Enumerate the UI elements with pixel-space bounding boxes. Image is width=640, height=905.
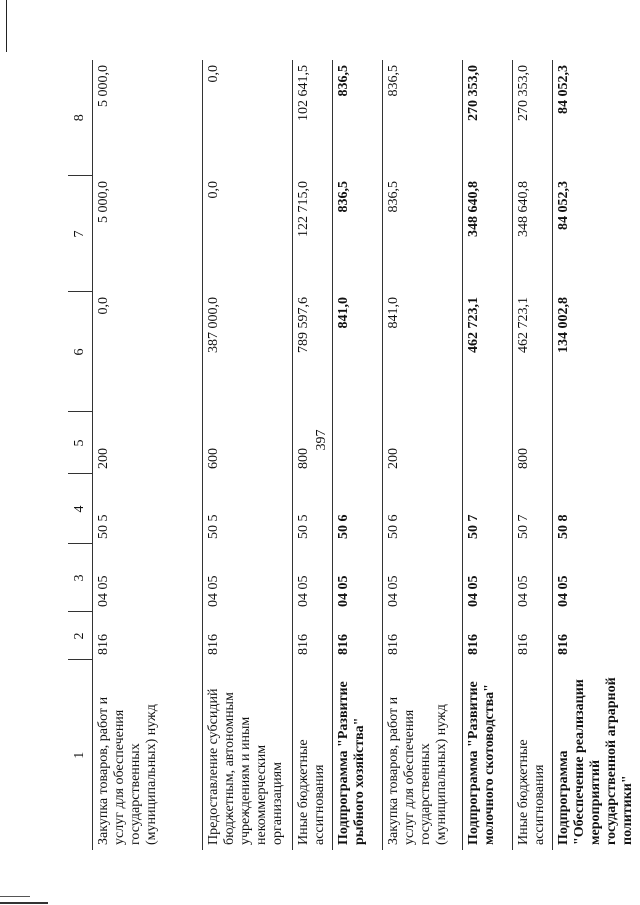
cell-amount-2: 348 640,8 <box>463 176 513 292</box>
cell-section: 04 05 <box>383 544 463 612</box>
row-name: Подпрограмма "Развитие молочного скотоводства" <box>463 660 513 850</box>
row-name: Подпрограмма "Обеспечение реализации мероприятий государственной аграрной политики" <box>553 660 640 850</box>
row-name: Иные бюджетные ассигнования <box>513 660 553 850</box>
cell-admin-code: 816 <box>553 612 640 660</box>
cell-admin-code: 816 <box>383 612 463 660</box>
cell-amount-1: 841,0 <box>383 292 463 412</box>
row-name: Закупка товаров, работ и услуг для обеспечения государственных (муниципальных) нужд <box>93 660 203 850</box>
table-row-subprogram <box>333 60 383 850</box>
cell-expense-type <box>333 412 383 474</box>
cell-amount-3: 836,5 <box>383 60 463 176</box>
cell-amount-2: 5 000,0 <box>93 176 203 292</box>
table-row <box>93 60 203 850</box>
row-name: Иные бюджетные ассигнования <box>293 660 333 850</box>
cell-amount-2: 348 640,8 <box>513 176 553 292</box>
cell-amount-3: 0,0 <box>203 60 293 176</box>
column-header: 6 <box>68 292 93 412</box>
cell-section: 04 05 <box>513 544 553 612</box>
cell-amount-1: 0,0 <box>93 292 203 412</box>
cell-section: 04 05 <box>203 544 293 612</box>
column-header: 1 <box>68 660 93 850</box>
table-row-subprogram <box>553 60 640 850</box>
row-name: Предоставление субсидий бюджетным, автономным учреждениям и иным некоммерческим организациям <box>203 660 293 850</box>
header-row <box>68 60 93 850</box>
cell-expense-type: 200 <box>93 412 203 474</box>
cell-amount-3: 836,5 <box>333 60 383 176</box>
cell-target: 50 6 <box>383 474 463 544</box>
cell-amount-2: 0,0 <box>203 176 293 292</box>
cell-section: 04 05 <box>553 544 640 612</box>
column-header: 2 <box>68 612 93 660</box>
cell-expense-type: 200 <box>383 412 463 474</box>
cell-target: 50 5 <box>293 474 333 544</box>
table-row <box>203 60 293 850</box>
cell-target: 50 7 <box>463 474 513 544</box>
cell-amount-3: 270 353,0 <box>463 60 513 176</box>
table-row <box>513 60 553 850</box>
cell-expense-type <box>553 412 640 474</box>
column-header: 4 <box>68 474 93 544</box>
column-header: 3 <box>68 544 93 612</box>
cell-target: 50 6 <box>333 474 383 544</box>
cell-amount-1: 841,0 <box>333 292 383 412</box>
cell-expense-type: 600 <box>203 412 293 474</box>
cell-admin-code: 816 <box>513 612 553 660</box>
cell-amount-3: 84 052,3 <box>553 60 640 176</box>
cell-admin-code: 816 <box>203 612 293 660</box>
cell-amount-1: 789 597,6 <box>293 292 333 412</box>
cell-admin-code: 816 <box>333 612 383 660</box>
cell-section: 04 05 <box>293 544 333 612</box>
cell-target: 50 5 <box>93 474 203 544</box>
cell-amount-3: 5 000,0 <box>93 60 203 176</box>
row-name: Закупка товаров, работ и услуг для обеспечения государственных (муниципальных) нужд <box>383 660 463 850</box>
cell-target: 50 5 <box>203 474 293 544</box>
cell-target: 50 8 <box>553 474 640 544</box>
cell-amount-1: 387 000,0 <box>203 292 293 412</box>
column-header: 5 <box>68 412 93 474</box>
table-row <box>293 60 333 850</box>
cell-section: 04 05 <box>333 544 383 612</box>
cell-section: 04 05 <box>93 544 203 612</box>
cell-amount-1: 462 723,1 <box>513 292 553 412</box>
row-name: Подпрограмма "Развитие рыбного хозяйства" <box>333 660 383 850</box>
scan-bottom-mark <box>0 902 48 904</box>
cell-amount-2: 122 715,0 <box>293 176 333 292</box>
cell-amount-2: 836,5 <box>383 176 463 292</box>
cell-admin-code: 816 <box>93 612 203 660</box>
table-row <box>383 60 463 850</box>
scan-corner-mark <box>0 0 7 52</box>
cell-target: 50 7 <box>513 474 553 544</box>
cell-expense-type <box>463 412 513 474</box>
cell-amount-1: 134 002,8 <box>553 292 640 412</box>
cell-amount-1: 462 723,1 <box>463 292 513 412</box>
table-row-subprogram <box>463 60 513 850</box>
cell-section: 04 05 <box>463 544 513 612</box>
cell-admin-code: 816 <box>293 612 333 660</box>
cell-expense-type: 800 <box>513 412 553 474</box>
cell-admin-code: 816 <box>463 612 513 660</box>
budget-table <box>68 60 640 850</box>
scan-bottom-mark-2 <box>0 896 30 897</box>
column-header: 7 <box>68 176 93 292</box>
cell-expense-type: 800 <box>293 412 333 474</box>
rotated-table-container <box>68 60 635 850</box>
column-header: 8 <box>68 60 93 176</box>
page-number: 397 <box>314 429 329 451</box>
cell-amount-3: 102 641,5 <box>293 60 333 176</box>
cell-amount-2: 84 052,3 <box>553 176 640 292</box>
cell-amount-3: 270 353,0 <box>513 60 553 176</box>
cell-amount-2: 836,5 <box>333 176 383 292</box>
